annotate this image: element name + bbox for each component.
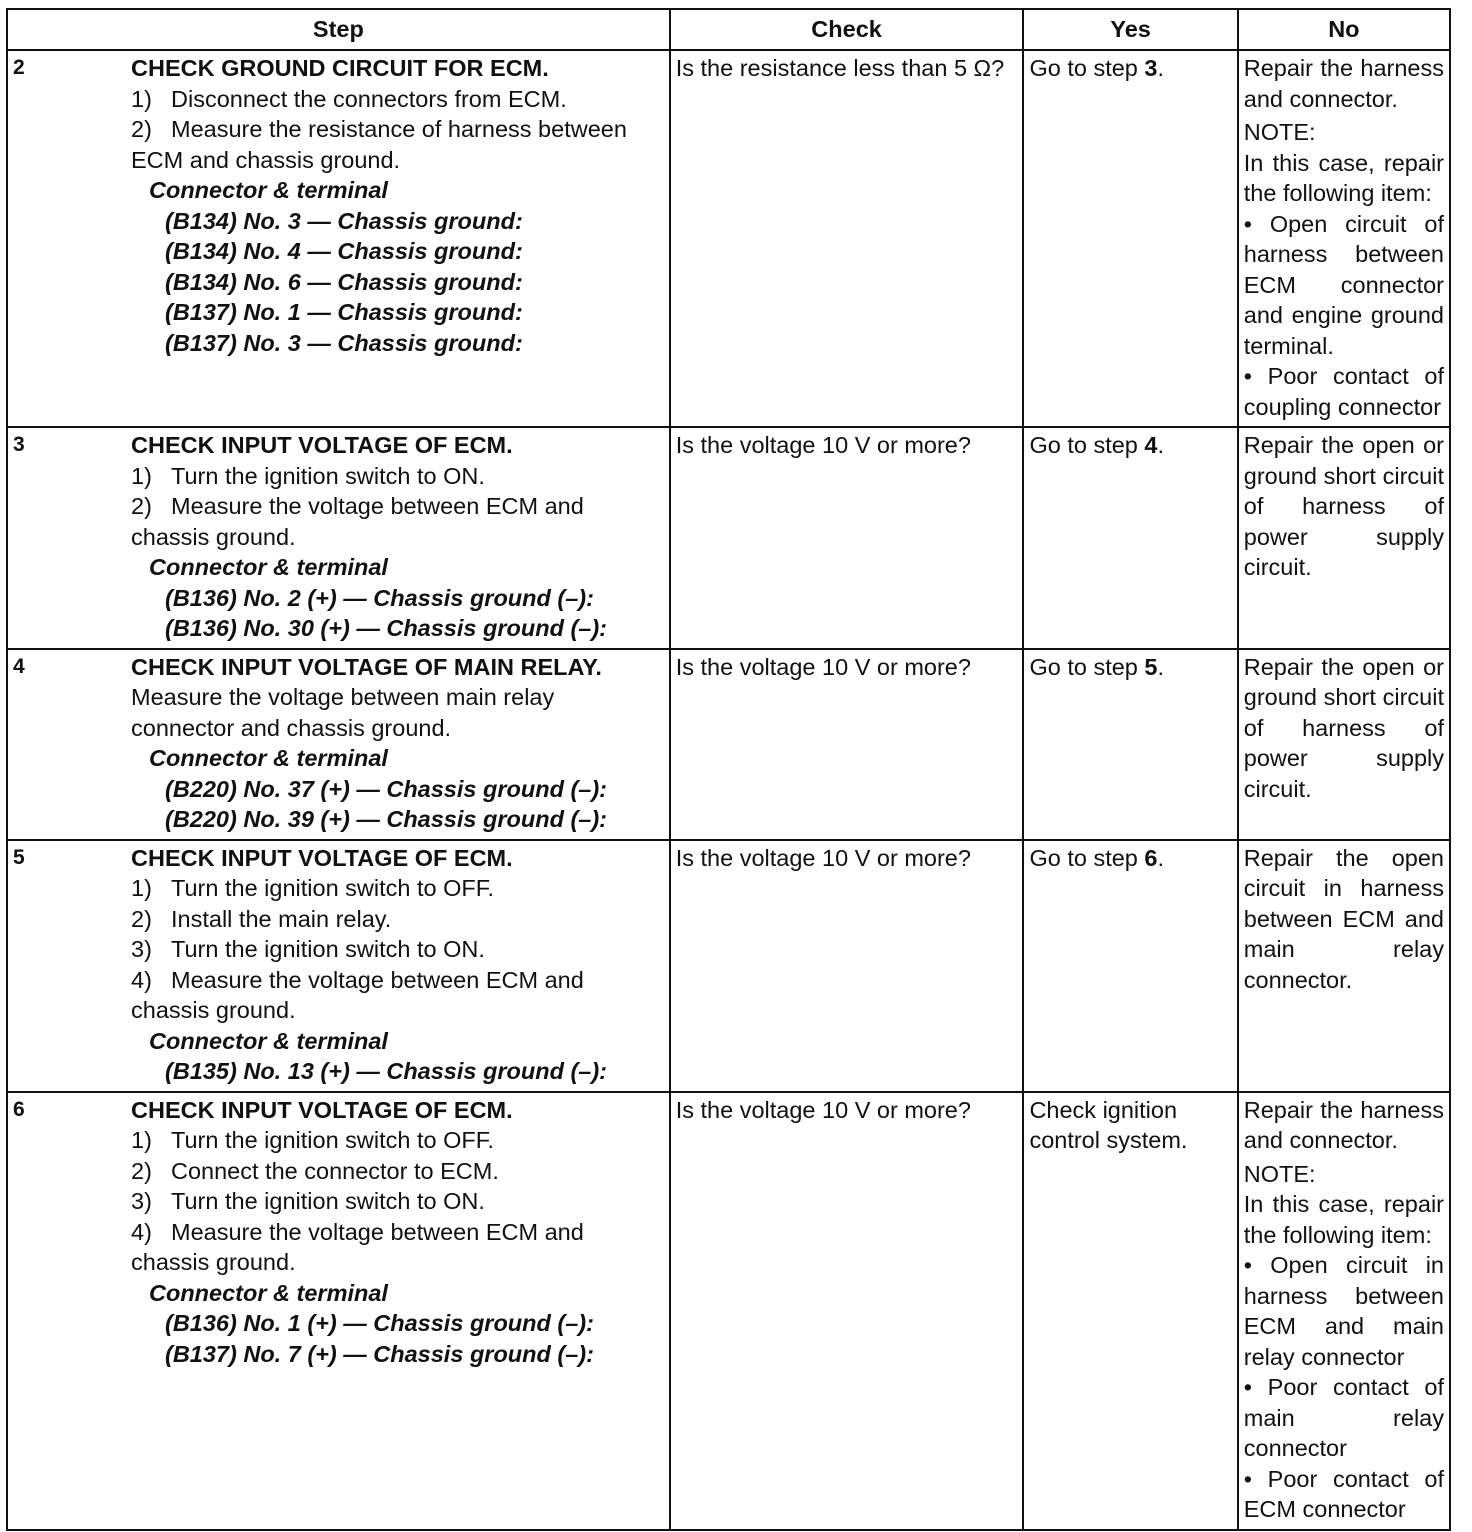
check-cell: Is the voltage 10 V or more?	[670, 649, 1024, 840]
header-step: Step	[7, 9, 670, 50]
step-number: 6	[13, 1097, 25, 1121]
check-cell: Is the voltage 10 V or more?	[670, 427, 1024, 649]
note-label: NOTE:	[1243, 119, 1316, 145]
no-action-line: • Poor contact of coupling connector	[1243, 363, 1444, 420]
connector-terminal: (B135) No. 13 (+) — Chassis ground (–):	[165, 1058, 608, 1084]
check-cell: Is the voltage 10 V or more?	[670, 1092, 1024, 1530]
connector-terminal: (B136) No. 2 (+) — Chassis ground (–):	[165, 584, 594, 611]
step-title: CHECK INPUT VOLTAGE OF ECM.	[131, 432, 513, 458]
procedure-number: 3)	[131, 1188, 152, 1214]
procedure-number: 3)	[131, 936, 152, 962]
procedure-step	[131, 491, 664, 552]
procedure-text: Turn the ignition switch to ON.	[171, 1188, 485, 1214]
procedure-step	[131, 461, 664, 492]
yes-step-number: 3	[1144, 55, 1158, 81]
yes-cell	[1023, 427, 1237, 649]
no-action-line: Repair the open or ground short circuit of harness of power supply circuit.	[1243, 653, 1444, 802]
procedure-step	[131, 84, 664, 115]
step-cell-content	[13, 430, 664, 644]
connector-heading: Connector & terminal	[149, 1279, 388, 1306]
procedure-step	[131, 1125, 664, 1156]
procedure-step	[131, 965, 664, 1026]
no-cell	[1238, 427, 1450, 649]
step-number: 2	[13, 56, 25, 79]
procedure-text: Install the main relay.	[171, 905, 392, 932]
check-cell: Is the resistance less than 5 Ω?	[670, 50, 1024, 427]
yes-step-number: 6	[1144, 844, 1158, 871]
connector-terminal: (B136) No. 1 (+) — Chassis ground (–):	[165, 1310, 594, 1336]
no-action-line: In this case, repair the following item:	[1243, 149, 1444, 206]
yes-cell	[1023, 649, 1237, 840]
table-row	[7, 1092, 1450, 1530]
procedure-text: Turn the ignition switch to OFF.	[171, 875, 495, 901]
procedure-step	[131, 934, 664, 965]
yes-suffix: .	[1157, 55, 1164, 81]
yes-suffix: .	[1157, 844, 1164, 871]
step-body	[131, 652, 664, 835]
connector-terminal: (B137) No. 1 — Chassis ground:	[165, 299, 523, 325]
procedure-text: Measure the resistance of harness between ECM and chassis ground.	[131, 116, 627, 173]
connector-heading: Connector & terminal	[149, 177, 388, 203]
yes-text: Go to step	[1029, 432, 1145, 458]
no-cell	[1238, 840, 1450, 1092]
header-check: Check	[670, 9, 1024, 50]
procedure-text: Measure the voltage between ECM and chassis ground.	[131, 493, 584, 550]
procedure-number: 1)	[131, 1127, 152, 1153]
no-cell	[1238, 50, 1450, 427]
procedure-text: Measure the voltage between ECM and chassis ground.	[131, 966, 584, 1023]
table-row	[7, 427, 1450, 649]
no-action-line: In this case, repair the following item:	[1243, 1191, 1444, 1248]
step-body	[131, 53, 664, 358]
procedure-text: Measure the voltage between ECM and chassis ground.	[131, 1218, 584, 1275]
table-row	[7, 649, 1450, 840]
procedure-number: 2)	[131, 493, 152, 519]
no-action-line: • Poor contact of main relay connector	[1243, 1374, 1444, 1461]
procedure-text: Turn the ignition switch to OFF.	[171, 1127, 495, 1153]
procedure-number: 2)	[131, 905, 152, 932]
procedure-text: Disconnect the connectors from ECM.	[171, 85, 567, 112]
procedure-number: 2)	[131, 116, 152, 142]
no-action-line: Repair the harness and connector.	[1243, 1096, 1444, 1153]
step-body	[131, 1095, 664, 1370]
yes-suffix: .	[1157, 432, 1164, 458]
header-row	[7, 9, 1450, 50]
connector-terminal: (B134) No. 6 — Chassis ground:	[165, 268, 523, 295]
no-action-line: • Open circuit in harness between ECM and main relay connector	[1243, 1252, 1444, 1370]
step-cell-content	[13, 53, 664, 358]
header-yes: Yes	[1023, 9, 1237, 50]
no-action-line: Repair the harness and connector.	[1243, 55, 1444, 112]
yes-suffix: .	[1157, 653, 1164, 680]
yes-text: Go to step	[1029, 844, 1145, 871]
step-number: 5	[13, 845, 25, 869]
check-cell: Is the voltage 10 V or more?	[670, 840, 1024, 1092]
step-cell	[7, 840, 670, 1092]
step-cell	[7, 427, 670, 649]
no-cell	[1238, 1092, 1450, 1530]
procedure-number: 4)	[131, 966, 152, 993]
connector-heading: Connector & terminal	[149, 1027, 388, 1054]
connector-terminal: (B220) No. 37 (+) — Chassis ground (–):	[165, 775, 608, 802]
step-body	[131, 430, 664, 644]
yes-cell	[1023, 1092, 1237, 1530]
procedure-step	[131, 114, 664, 175]
connector-terminal: (B136) No. 30 (+) — Chassis ground (–):	[165, 615, 608, 641]
yes-step-number: 4	[1144, 432, 1158, 458]
procedure-text: Turn the ignition switch to ON.	[171, 936, 485, 962]
header-no: No	[1238, 9, 1450, 50]
procedure-text: Connect the connector to ECM.	[171, 1157, 499, 1184]
connector-terminal: (B134) No. 4 — Chassis ground:	[165, 238, 523, 264]
step-cell-content	[13, 1095, 664, 1370]
yes-text: Go to step	[1029, 653, 1145, 680]
connector-heading: Connector & terminal	[149, 745, 388, 771]
step-cell-content	[13, 652, 664, 835]
connector-terminal: (B137) No. 3 — Chassis ground:	[165, 329, 523, 356]
procedure-number: 1)	[131, 462, 152, 489]
connector-terminal: (B220) No. 39 (+) — Chassis ground (–):	[165, 806, 608, 832]
yes-text: Go to step	[1029, 55, 1145, 81]
procedure-number: 4)	[131, 1218, 152, 1245]
table-row	[7, 840, 1450, 1092]
connector-terminal: (B137) No. 7 (+) — Chassis ground (–):	[165, 1340, 594, 1367]
procedure-number: 1)	[131, 875, 152, 901]
step-title: CHECK INPUT VOLTAGE OF MAIN RELAY.	[131, 653, 602, 680]
no-action-line: • Poor contact of ECM connector	[1243, 1465, 1444, 1522]
step-title: CHECK GROUND CIRCUIT FOR ECM.	[131, 55, 549, 81]
diagnostic-table	[6, 8, 1451, 1531]
no-action-line: Repair the open circuit in harness between ECM and main relay connector.	[1243, 844, 1444, 993]
step-body	[131, 843, 664, 1087]
procedure-step	[131, 873, 664, 904]
procedure-step	[131, 904, 664, 935]
no-action-line: • Open circuit of harness between ECM connector and engine ground terminal.	[1243, 210, 1444, 359]
yes-cell	[1023, 840, 1237, 1092]
connector-terminal: (B134) No. 3 — Chassis ground:	[165, 207, 523, 234]
step-number: 3	[13, 433, 25, 456]
no-cell	[1238, 649, 1450, 840]
step-intro: Measure the voltage between main relay connector and chassis ground.	[131, 684, 555, 741]
yes-cell	[1023, 50, 1237, 427]
procedure-step	[131, 1156, 664, 1187]
yes-step-number: 5	[1144, 653, 1158, 680]
table-header	[7, 9, 1450, 50]
table-body	[7, 50, 1450, 1530]
table-row	[7, 50, 1450, 427]
step-number: 4	[13, 654, 25, 678]
procedure-step	[131, 1186, 664, 1217]
yes-text: Check ignition control system.	[1029, 1096, 1188, 1153]
procedure-step	[131, 1217, 664, 1278]
step-title: CHECK INPUT VOLTAGE OF ECM.	[131, 844, 513, 871]
step-title: CHECK INPUT VOLTAGE OF ECM.	[131, 1096, 513, 1123]
step-cell-content	[13, 843, 664, 1087]
step-cell	[7, 1092, 670, 1530]
connector-heading: Connector & terminal	[149, 554, 388, 580]
note-label: NOTE:	[1243, 1160, 1316, 1187]
procedure-number: 1)	[131, 85, 152, 112]
step-cell	[7, 50, 670, 427]
no-action-line: Repair the open or ground short circuit of harness of power supply circuit.	[1243, 432, 1444, 580]
step-cell	[7, 649, 670, 840]
procedure-number: 2)	[131, 1157, 152, 1184]
procedure-text: Turn the ignition switch to ON.	[171, 462, 485, 489]
